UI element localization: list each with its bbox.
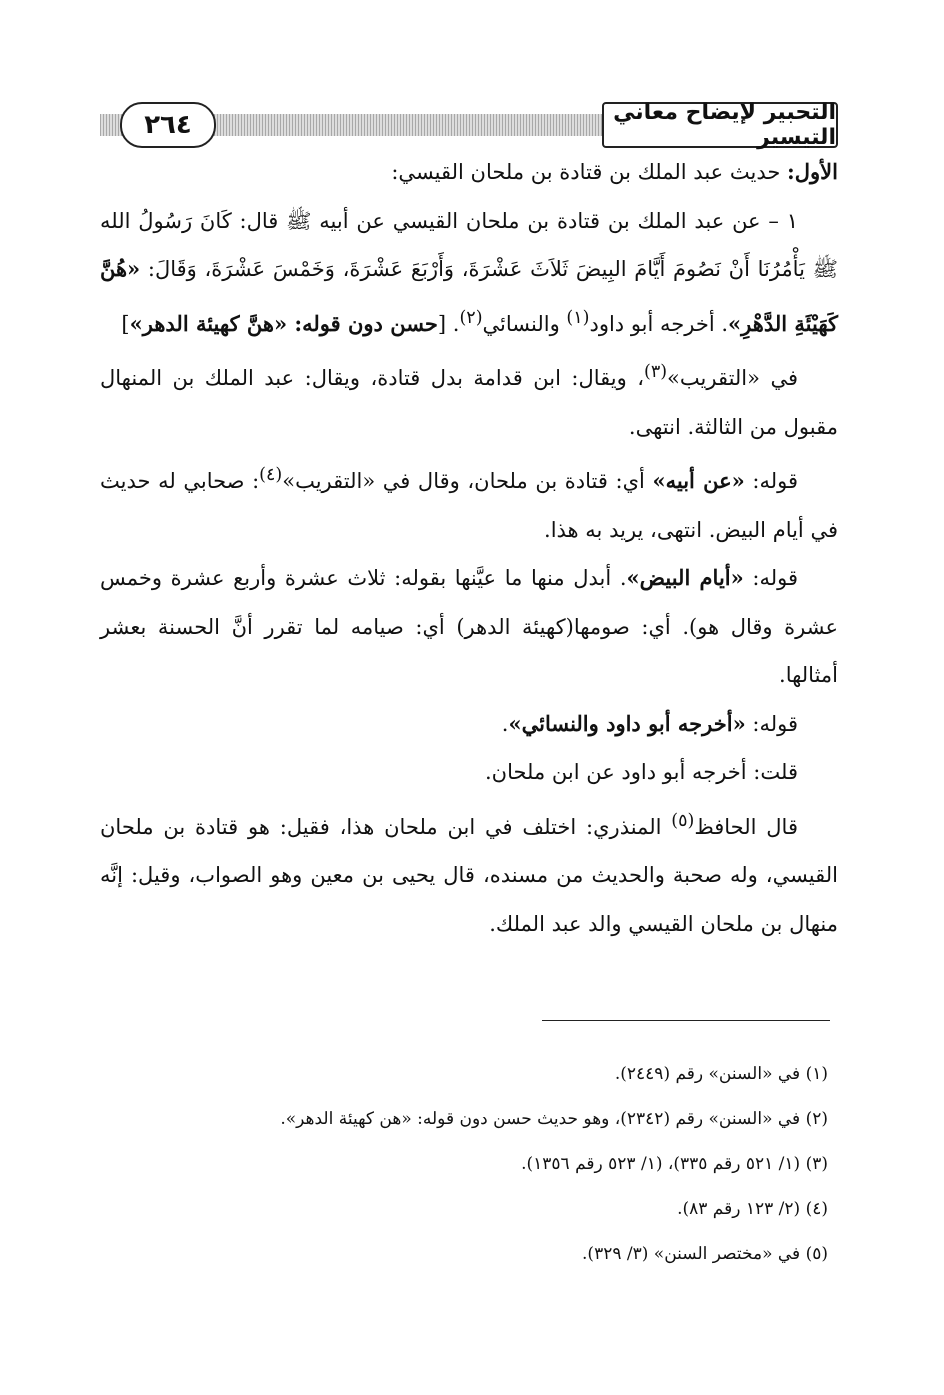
footnote-3: (٣) (١/ ٥٢١ رقم ٣٣٥)، (١/ ٥٢٣ رقم ١٣٥٦).: [521, 1154, 828, 1174]
main-text: [100, 148, 838, 948]
commentary-label: قوله:: [745, 711, 798, 736]
commentary-white-days: [100, 554, 838, 700]
hadith-after: . أخرجه أبو داود: [589, 311, 729, 336]
heading-text: حديث عبد الملك بن قتادة بن ملحان القيسي:: [391, 160, 788, 184]
commentary-label: قوله:: [744, 469, 798, 493]
hadith-intro: ١ – عن عبد الملك بن قتادة بن ملحان القيسي عن أبيه ﷺ قال: كَانَ رَسُولُ الله ﷺ يَأْمُرُنَا أَنْ نَصُومَ أَيَّامَ البِيضَ ثَلاَثَ عَشْرَةَ، وَأَرْبَعَ عَشْرَةَ، وَخَمْسَ عَشْرَةَ، وَقَالَ:: [100, 208, 838, 281]
hadith-quote: «هُنَّ كَهَيْئَةِ الدَّهْرِ»: [100, 256, 838, 336]
taqrib-b: ، ويقال: ابن قدامة بدل قتادة، ويقال: عبد الملك بن المنهال مقبول من الثالثة. انتهى.: [100, 366, 838, 439]
commentary-text-a: أي: قتادة بن ملحان، وقال في «التقريب»: [282, 469, 653, 493]
footnote-2: (٢) في «السنن» رقم (٢٣٤٢)، وهو حديث حسن دون قوله: «هن كهيئة الدهر».: [280, 1109, 828, 1129]
heading-label: الأول:: [787, 159, 838, 184]
taqrib-a: في «التقريب»: [667, 366, 798, 390]
commentary-text: . أبدل منها ما عيَّنها بقوله: ثلاث عشرة وأربع عشرة وخمس عشرة وقال هو). أي: صومها(كهيئة الدهر) أي: صيامه لما تقرر أنَّ الحسنة بعشر أمثالها.: [100, 566, 838, 687]
footnote-ref-5[interactable]: (٥): [671, 810, 695, 831]
author-note-text: قلت: أخرجه أبو داود عن ابن ملحان.: [484, 760, 798, 784]
commentary-term: «أيام البيض»: [626, 565, 744, 590]
footnote-ref-1[interactable]: (١): [566, 307, 590, 328]
and-nasai: والنسائي: [482, 311, 567, 336]
section-heading: [100, 148, 838, 197]
footnote-ref-3[interactable]: (٣): [643, 362, 668, 382]
commentary-father: [100, 451, 838, 554]
commentary-term: «عن أبيه»: [652, 468, 745, 493]
author-note: [100, 748, 838, 797]
commentary-takhrij: [100, 700, 838, 749]
hadith-paragraph: [100, 197, 838, 349]
page-header: [100, 100, 838, 152]
commentary-label: قوله:: [743, 566, 799, 590]
footnote-ref-4[interactable]: (٤): [259, 465, 283, 485]
footnote-1: (١) في «السنن» رقم (٢٤٤٩).: [614, 1064, 828, 1084]
commentary-term: «أخرجه أبو داود والنسائي»: [508, 710, 746, 736]
footnote-4: (٤) (٢/ ١٢٣ رقم ٨٣).: [677, 1199, 828, 1219]
taqrib-paragraph: [100, 348, 838, 451]
footnote-separator: [542, 1020, 830, 1021]
grade-open: . [: [437, 311, 460, 336]
mundhiri-a: قال الحافظ: [694, 814, 798, 839]
commentary-text-b: : صحابي له حديث في أيام البيض. انتهى، يريد به هذا.: [100, 469, 838, 542]
commentary-end: .: [501, 711, 509, 736]
mundhiri-paragraph: [100, 797, 838, 949]
footnote-5: (٥) في «مختصر السنن» (٣/ ٣٢٩).: [582, 1244, 828, 1264]
footnotes: [100, 1052, 838, 1277]
book-title: التحبير لإيضاح معاني التيسير: [602, 102, 838, 148]
page-number: ٢٦٤: [120, 102, 216, 148]
hadith-grade: حسن دون قوله: «هنَّ كهيئة الدهر»: [129, 310, 438, 336]
mundhiri-b: المنذري: اختلف في ابن ملحان هذا، فقيل: هو قتادة بن ملحان القيسي، وله صحبة والحديث من مسنده، قال يحيى بن معين وهو الصواب، وقيل: إنَّه منهال بن ملحان القيسي والد عبد الملك.: [100, 814, 838, 936]
footnote-ref-2[interactable]: (٢): [459, 307, 483, 328]
grade-close: ]: [121, 311, 130, 336]
